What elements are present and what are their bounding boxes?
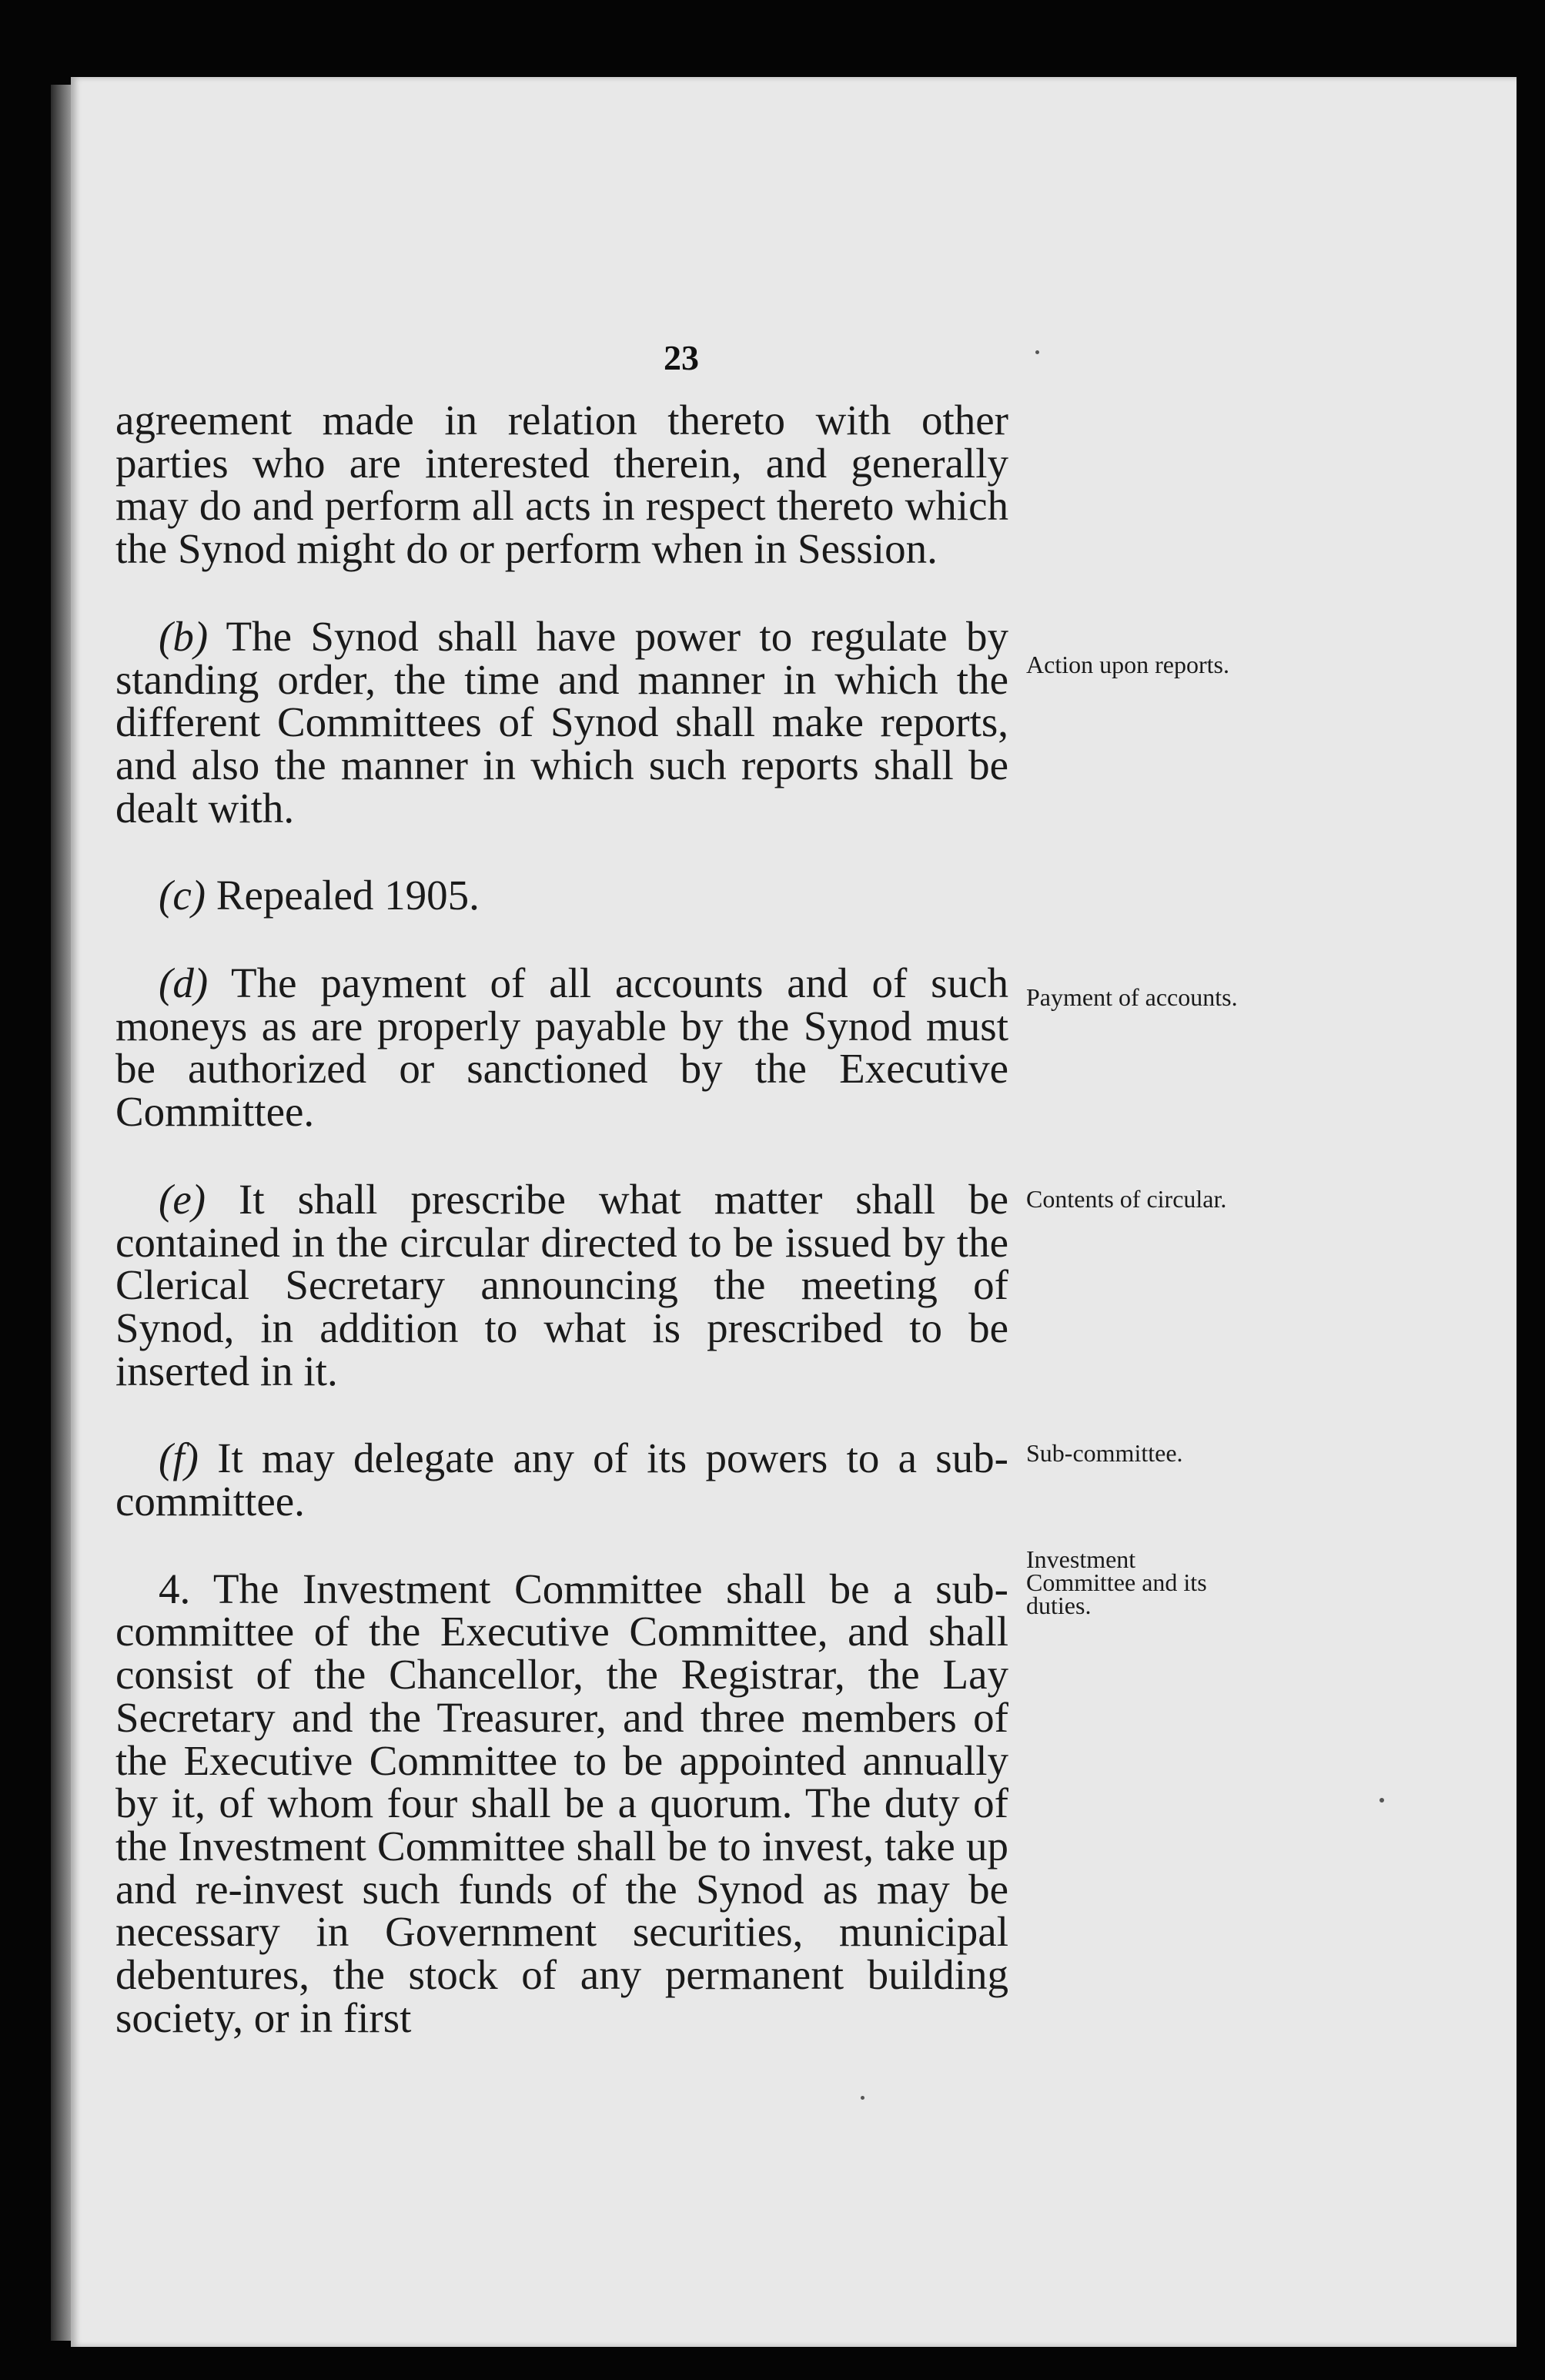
paragraph-label: (e): [159, 1175, 206, 1223]
margin-note-action-upon-reports: Action upon reports.: [1026, 651, 1229, 678]
paragraph-b: [115, 612, 1009, 832]
section-4: [115, 1565, 1008, 2041]
paragraph-text: It shall prescribe what matter shall be contained in the circular directed to be issued by the Clerical Secretary announcing the meeting of Synod, in addition to what is prescribed to be inserted in it.: [115, 1175, 1008, 1394]
paragraph-f: [115, 1434, 1009, 1525]
margin-note-payment-of-accounts: Payment of accounts.: [1026, 983, 1238, 1011]
paragraph-label: (c): [159, 872, 206, 919]
paragraph-e: [115, 1175, 1008, 1394]
paragraph-text: The payment of all accounts and of such moneys as are properly payable by the Synod must be authorized or sanctioned by the Executive Committee.: [115, 959, 1008, 1136]
paragraph-label: (f): [159, 1434, 199, 1482]
paragraph-text: Repealed 1905.: [216, 872, 480, 919]
scan-speck: [1379, 1798, 1384, 1803]
margin-note-investment-committee: Investment Committee and its duties.: [1026, 1545, 1207, 1619]
paragraph-text: The Synod shall have power to regulate by standing order, the time and manner in which the different Committees of Synod shall make reports, and also the manner in which such reports shall be dealt with.: [115, 612, 1009, 832]
paragraph-c: [115, 874, 1008, 917]
paragraph-d: [115, 959, 1008, 1136]
page-number: 23: [664, 338, 699, 377]
paragraph-text: The Investment Committee shall be a sub-committee of the Executive Committee, and shall consist of the Chancellor, the Registrar, the Lay Secretary and the Treasurer, and three members of the Executive Committee to be appointed annually by it, of whom four shall be a quorum. The duty of the Investment Committee shall be to invest, take up and re-invest such funds of the Synod as may be necessary in Government securities, municipal debentures, the stock of any permanent building society, or in first: [115, 1565, 1008, 2041]
margin-note-contents-of-circular: Contents of circular.: [1026, 1185, 1227, 1213]
paragraph-label: (b): [159, 612, 209, 660]
body-text: [115, 399, 1008, 2084]
paragraph-text: It may delegate any of its powers to a sub-committee.: [115, 1434, 1009, 1525]
paragraph-label: (d): [159, 959, 209, 1007]
paragraph-text: agreement made in relation thereto with other parties who are interested therein, and generally may do and perform all acts in respect thereto which the Synod might do or perform when in Session.: [115, 397, 1008, 573]
scan-speck: [1035, 350, 1039, 354]
margin-note-sub-committee: Sub-committee.: [1026, 1439, 1183, 1467]
section-number: 4.: [159, 1565, 191, 1612]
paragraph-continuation: [115, 399, 1008, 571]
scan-speck: [861, 2096, 864, 2100]
